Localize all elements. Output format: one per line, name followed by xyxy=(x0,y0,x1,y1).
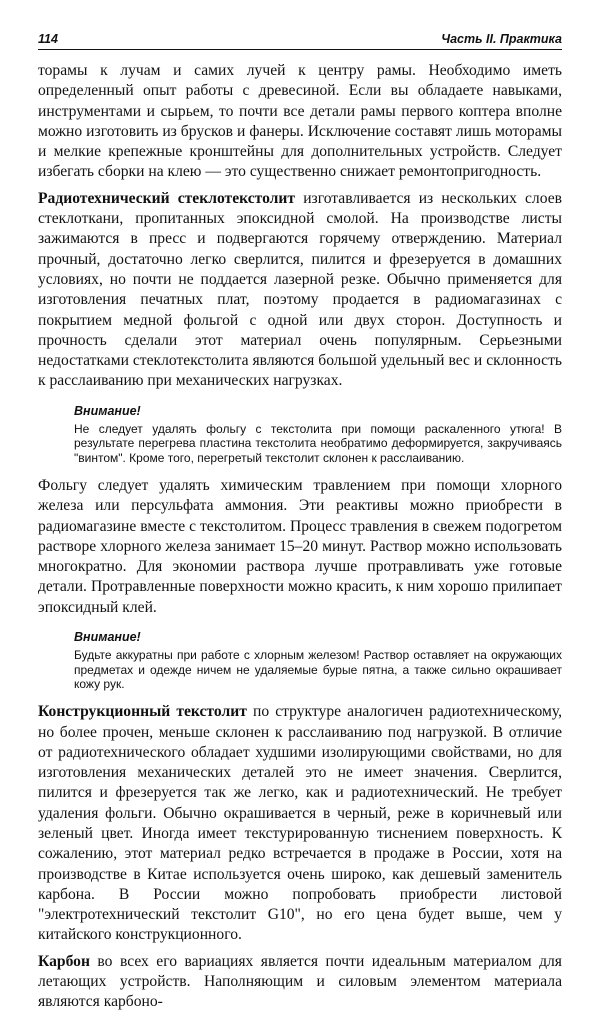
warning-text: Не следует удалять фольгу с текстолита при помощи раскаленного утюга! В результате перегрева пластина текстолита необратимо деформируется, закручиваясь "винтом". Кроме того, перегретый текстолит склонен к расслаиванию. xyxy=(74,421,562,466)
page-number: 114 xyxy=(38,32,58,46)
paragraph-radio-textolite xyxy=(38,189,562,392)
term-structural-textolite: Конструкционный текстолит xyxy=(38,703,247,721)
paragraph-radio-textolite-text: изготавливается из нескольких слоев стеклоткани, пропитанных эпоксидной смолой. На производстве листы зажимаются в пресс и подвергаются горячему отверждению. Материал прочный, достаточно легко сверлится, пилится и фрезеруется в домашних условиях, но почти не поддается лазерной резке. Обычно применяется для изготовления печатных плат, поэтому продается в радиомагазинах с покрытием медной фольгой с одной или двух сторон. Доступность и прочность сделали этот материал очень популярным. Серьезными недостатками стеклотекстолита являются большой удельный вес и склонность к расслаиванию при механических нагрузках. xyxy=(38,189,562,390)
paragraph-structural-textolite-text: по структуре аналогичен радиотехническому, но более прочен, меньше склонен к расслаиванию под нагрузкой. В отличие от радиотехнического обладает худшими изолирующими свойствами, но для изготовления механических деталей это не имеет значения. Сверлится, пилится и фрезеруется так же легко, как и радиотехнический. Не требует удаления фольги. Обычно окрашивается в черный, реже в коричневый или зеленый цвет. Иногда имеет текстурированную тиснением поверхность. К сожалению, этот материал редко встречается в продаже в России, хотя на производстве в Китае используется очень широко, как дешевый заменитель карбона. В России можно попробовать приобрести листовой "электротехнический текстолит G10", но его цена будет выше, чем у китайского конструкционного. xyxy=(38,703,562,944)
book-page xyxy=(38,32,562,1013)
term-carbon: Карбон xyxy=(38,952,90,970)
paragraph-carbon xyxy=(38,952,562,1013)
term-radio-textolite: Радиотехнический стеклотекстолит xyxy=(38,189,296,207)
warning-note-iron xyxy=(74,404,562,466)
paragraph-etching: Фольгу следует удалять химическим травлением при помощи хлорного железа или персульфата аммония. Эти реактивы можно приобрести в радиомагазине вместе с текстолитом. Процесс травления в свежем подогретом растворе хлорного железа занимает 15–20 минут. Раствор можно использовать многократно. Для экономии раствора лучше протравливать уже готовые детали. Протравленные поверхности можно красить, к ним хорошо прилипает эпоксидный клей. xyxy=(38,476,562,616)
warning-title: Внимание! xyxy=(74,403,141,418)
warning-title: Внимание! xyxy=(74,630,141,645)
running-title: Часть II. Практика xyxy=(441,32,562,46)
warning-note-ferric-chloride xyxy=(74,630,562,692)
page-header xyxy=(38,32,562,50)
paragraph-structural-textolite xyxy=(38,702,562,946)
paragraph-carbon-text: во всех его вариациях является почти идеальным материалом для летающих устройств. Наполняющим и силовым элементом материала являются карбоно- xyxy=(38,952,562,1011)
paragraph-frame-materials: торамы к лучам и самих лучей к центру рамы. Необходимо иметь определенный опыт работы с древесиной. Если вы обладаете навыками, инструментами и сырьем, то почти все детали рамы первого коптера вполне можно изготовить из брусков и фанеры. Исключение составят лишь моторамы и мелкие крепежные кронштейны для дополнительных устройств. Следует избегать сборки на клею — это существенно снижает ремонтопригодность. xyxy=(38,62,562,181)
warning-text: Будьте аккуратны при работе с хлорным железом! Раствор оставляет на окружающих предметах и одежде ничем не удаляемые бурые пятна, а также сильно окрашивает кожу рук. xyxy=(74,647,562,692)
